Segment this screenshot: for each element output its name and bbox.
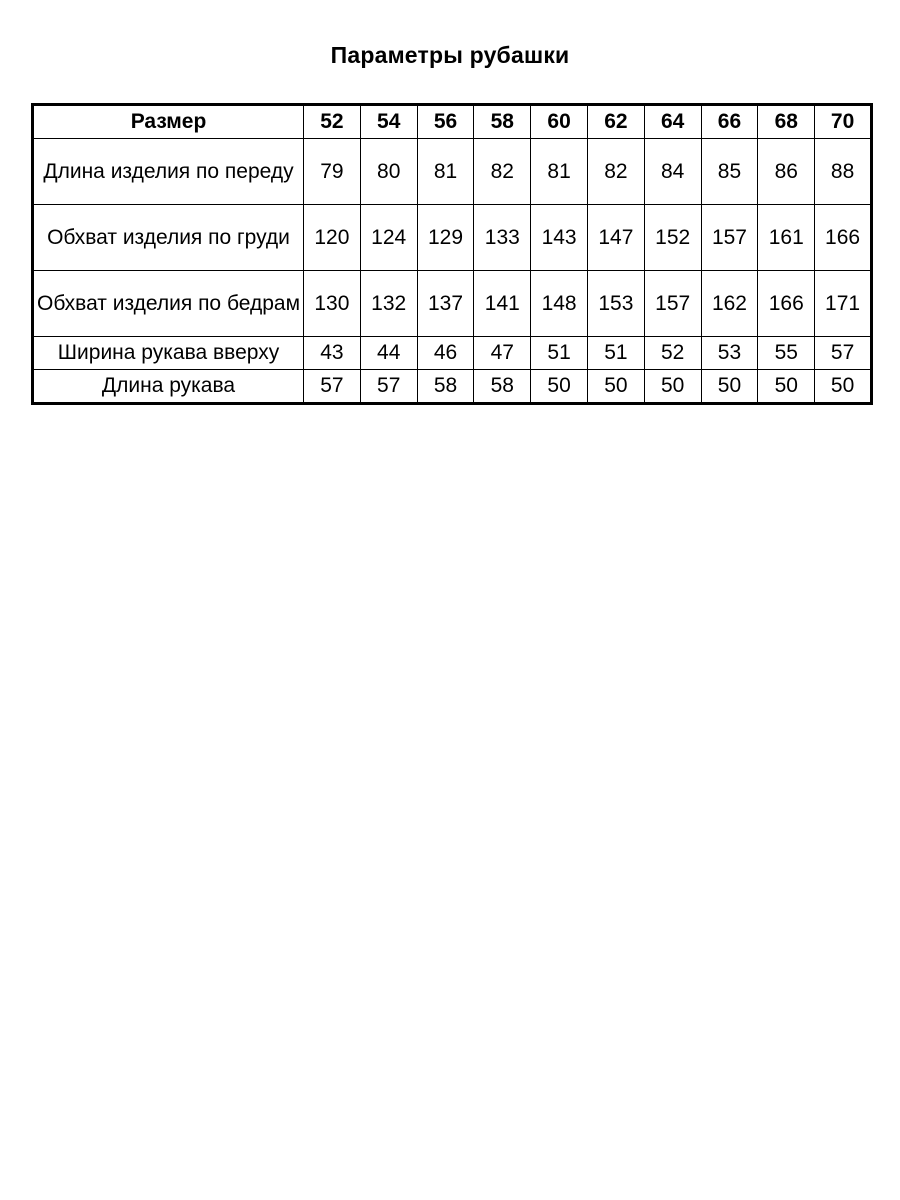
table-cell: 120 <box>304 205 361 271</box>
table-cell: 82 <box>474 139 531 205</box>
table-cell: 132 <box>360 271 417 337</box>
table-cell: 81 <box>417 139 474 205</box>
table-cell: 58 <box>417 370 474 404</box>
table-cell: 79 <box>304 139 361 205</box>
table-cell: 157 <box>701 205 758 271</box>
table-cell: 50 <box>815 370 872 404</box>
table-cell: 81 <box>531 139 588 205</box>
header-size-cell: 56 <box>417 105 474 139</box>
header-size-cell: 60 <box>531 105 588 139</box>
table-cell: 166 <box>815 205 872 271</box>
row-label: Длина изделия по переду <box>33 139 304 205</box>
table-cell: 166 <box>758 271 815 337</box>
table-cell: 58 <box>474 370 531 404</box>
header-size-cell: 62 <box>587 105 644 139</box>
table-cell: 57 <box>304 370 361 404</box>
table-cell: 46 <box>417 337 474 370</box>
header-size-label: Размер <box>33 105 304 139</box>
table-row <box>33 271 872 337</box>
table-cell: 52 <box>644 337 701 370</box>
header-size-cell: 66 <box>701 105 758 139</box>
table-cell: 129 <box>417 205 474 271</box>
header-size-cell: 52 <box>304 105 361 139</box>
table-cell: 84 <box>644 139 701 205</box>
header-size-cell: 54 <box>360 105 417 139</box>
table-cell: 51 <box>531 337 588 370</box>
table-cell: 53 <box>701 337 758 370</box>
header-size-cell: 68 <box>758 105 815 139</box>
table-row <box>33 205 872 271</box>
table-cell: 88 <box>815 139 872 205</box>
table-cell: 85 <box>701 139 758 205</box>
table-cell: 143 <box>531 205 588 271</box>
table-cell: 50 <box>644 370 701 404</box>
row-label: Ширина рукава вверху <box>33 337 304 370</box>
table-row <box>33 139 872 205</box>
table-cell: 157 <box>644 271 701 337</box>
table-cell: 50 <box>587 370 644 404</box>
row-label: Обхват изделия по груди <box>33 205 304 271</box>
table-cell: 82 <box>587 139 644 205</box>
table-cell: 171 <box>815 271 872 337</box>
table-cell: 80 <box>360 139 417 205</box>
table-cell: 133 <box>474 205 531 271</box>
table-row <box>33 370 872 404</box>
table-cell: 124 <box>360 205 417 271</box>
table-cell: 152 <box>644 205 701 271</box>
table-cell: 153 <box>587 271 644 337</box>
row-label: Длина рукава <box>33 370 304 404</box>
table-cell: 50 <box>531 370 588 404</box>
header-size-cell: 70 <box>815 105 872 139</box>
table-header-row <box>33 105 872 139</box>
size-chart-table <box>31 103 873 405</box>
table-cell: 47 <box>474 337 531 370</box>
table-cell: 161 <box>758 205 815 271</box>
table-cell: 57 <box>815 337 872 370</box>
table-cell: 162 <box>701 271 758 337</box>
table-cell: 137 <box>417 271 474 337</box>
header-size-cell: 58 <box>474 105 531 139</box>
header-size-cell: 64 <box>644 105 701 139</box>
page-title: Параметры рубашки <box>330 42 570 68</box>
table-cell: 86 <box>758 139 815 205</box>
table-cell: 148 <box>531 271 588 337</box>
table-cell: 55 <box>758 337 815 370</box>
table-cell: 141 <box>474 271 531 337</box>
table-row <box>33 337 872 370</box>
table-cell: 147 <box>587 205 644 271</box>
table-cell: 130 <box>304 271 361 337</box>
table-cell: 50 <box>758 370 815 404</box>
table-cell: 50 <box>701 370 758 404</box>
table-cell: 43 <box>304 337 361 370</box>
row-label: Обхват изделия по бедрам <box>33 271 304 337</box>
table-cell: 44 <box>360 337 417 370</box>
table-cell: 57 <box>360 370 417 404</box>
table-cell: 51 <box>587 337 644 370</box>
